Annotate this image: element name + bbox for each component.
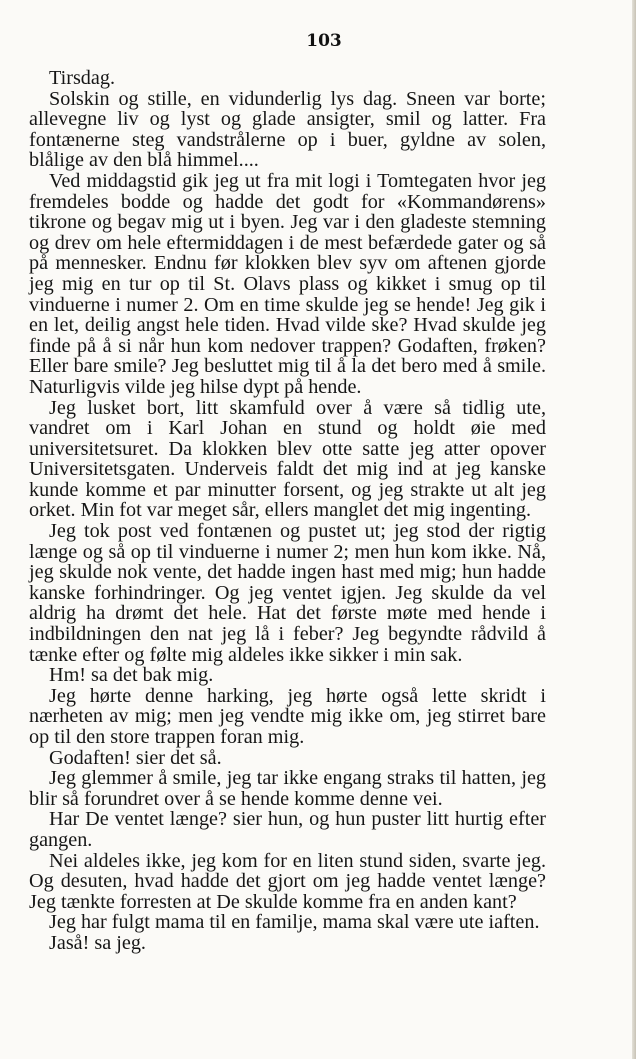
paragraph: Godaften! sier det så.: [49, 746, 222, 769]
paragraph: Jeg lusket bort, litt skamfuld over å være så tidlig ute, vandret om i Karl Johan en stund og holdt øie med universitetsuret. Da klokken blev otte satte jeg atter opover Universitetsgaten. Underveis faldt det mig ind at jeg kanske kunde komme et par minutter forsent, og jeg strakte ut alt jeg orket. Min fot var meget sår, ellers manglet det mig ingenting.: [29, 396, 546, 522]
body-text: [29, 68, 546, 954]
page-edge: [632, 0, 636, 1059]
paragraph: Jeg tok post ved fontænen og pustet ut; jeg stod der rigtig længe og så op til vinduerne i numer 2; men hun kom ikke. Nå, jeg skulde nok vente, det hadde ingen hast med mig; hun hadde kanske forhindringer. Og jeg ventet igjen. Jeg skulde da vel aldrig ha drømt det hele. Hat det første møte med hende i indbildningen den nat jeg lå i feber? Jeg begyndte rådvild å tænke efter og følte mig aldeles ikke sikker i min sak.: [29, 520, 546, 666]
paragraph: Hm! sa det bak mig.: [49, 664, 214, 687]
page-number: 103: [306, 31, 342, 51]
paragraph: Nei aldeles ikke, jeg kom for en liten stund siden, svarte jeg. Og desuten, hvad hadde det gjort om jeg hadde ventet længe? Jeg tænkte forresten at De skulde komme fra en anden kant?: [29, 849, 546, 913]
paragraph: Har De ventet længe? sier hun, og hun puster litt hurtig efter gangen.: [29, 808, 546, 851]
paragraph: Jaså! sa jeg.: [49, 931, 146, 954]
paragraph: Tirsdag.: [49, 67, 116, 89]
paragraph: Ved middagstid gik jeg ut fra mit logi i Tomtegaten hvor jeg fremdeles bodde og hadde det godt for «Kommandørens» tikrone og begav mig ut i byen. Jeg var i den gladeste stemning og drev om hele eftermiddagen i de mest befærdede gater og så på mennesker. Endnu før klokken blev syv om aftenen gjorde jeg mig en tur op til St. Olavs plass og kikket i smug op til vinduerne i numer 2. Om en time skulde jeg se hende! Jeg gik i en let, deilig angst hele tiden. Hvad vilde ske? Hvad skulde jeg finde på å si når hun kom nedover trappen? Godaften, frøken? Eller bare smile? Jeg besluttet mig til å la det bero med å smile. Naturligvis vilde jeg hilse dypt på hende.: [29, 169, 546, 398]
paragraph: Solskin og stille, en vidunderlig lys dag. Sneen var borte; allevegne liv og lyst og glade ansigter, smil og latter. Fra fontænerne steg vandstrålerne op i buer, gyldne av solen, blålige av den blå himmel....: [29, 87, 546, 172]
paragraph: Jeg glemmer å smile, jeg tar ikke engang straks til hatten, jeg blir så forundret over å se hende komme denne vei.: [29, 767, 546, 810]
paragraph: Jeg har fulgt mama til en familje, mama skal være ute iaften.: [49, 911, 540, 934]
paragraph: Jeg hørte denne harking, jeg hørte også lette skridt i nærheten av mig; men jeg vendte mig ikke om, jeg stirret bare op til den store trappen foran mig.: [29, 684, 546, 748]
